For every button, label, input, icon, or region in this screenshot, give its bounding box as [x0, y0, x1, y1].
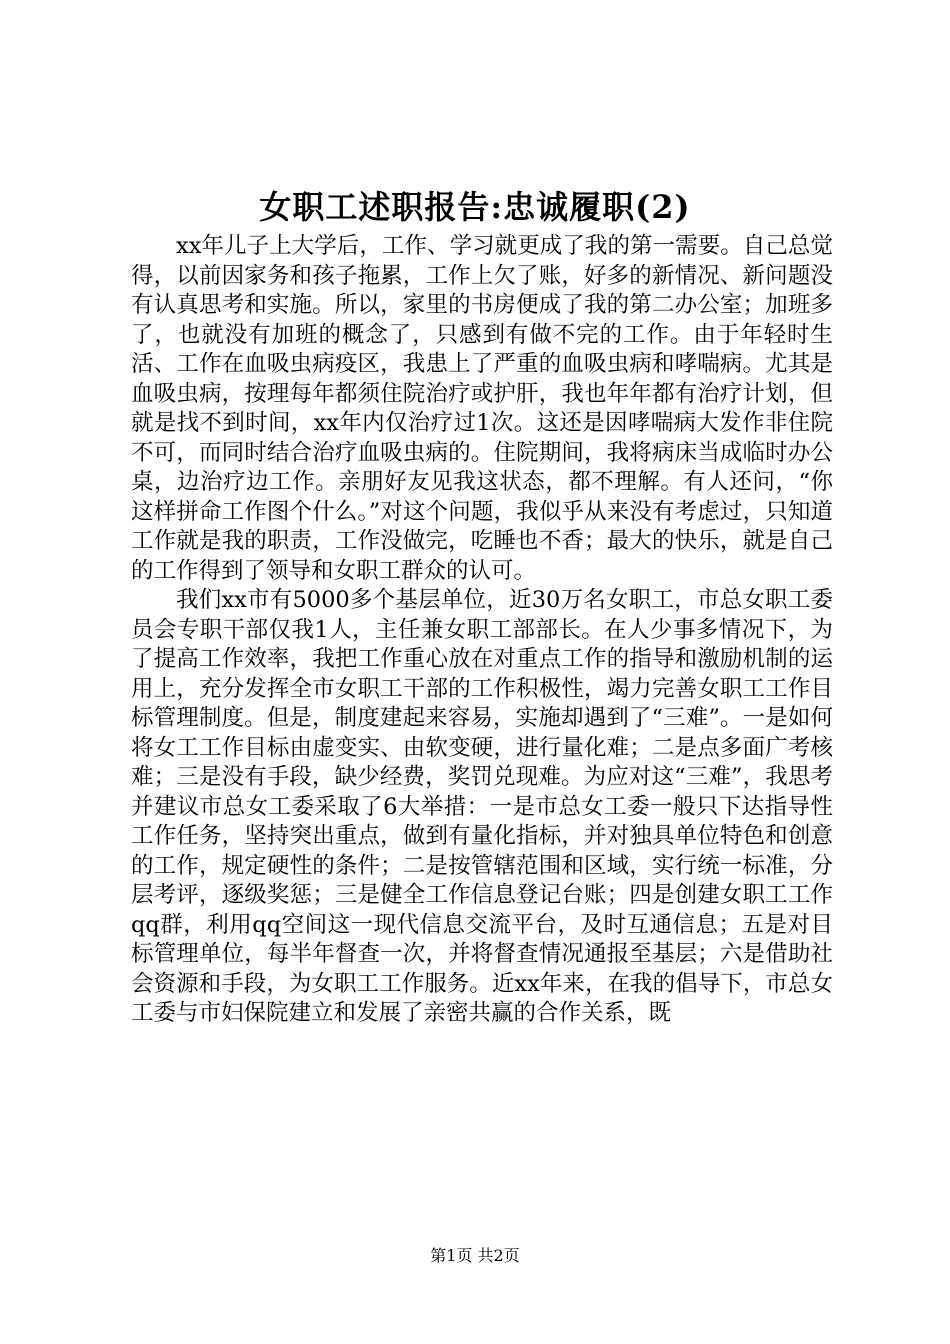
document-body — [131, 232, 833, 1029]
page-number-footer: 第1页 共2页 — [430, 1246, 520, 1265]
paragraph-1: xx年儿子上大学后，工作、学习就更成了我的第一需要。自己总觉得，以前因家务和孩子拖累，工作上欠了账，好多的新情况、新问题没有认真思考和实施。所以，家里的书房便成了我的第二办公室；加班多了，也就没有加班的概念了，只感到有做不完的工作。由于年轻时生活、工作在血吸虫病疫区，我患上了严重的血吸虫病和哮喘病。尤其是血吸虫病，按理每年都须住院治疗或护肝，我也年年都有治疗计划，但就是找不到时间，xx年内仅治疗过1次。这还是因哮喘病大发作非住院不可，而同时结合治疗血吸虫病的。住院期间，我将病床当成临时办公桌，边治疗边工作。亲朋好友见我这状态，都不理解。有人还问，“你这样拼命工作图个什么。”对这个问题，我似乎从来没有考虑过，只知道工作就是我的职责，工作没做完，吃睡也不香；最大的快乐，就是自己的工作得到了领导和女职工群众的认可。 — [131, 233, 833, 584]
paragraph-2: 我们xx市有5000多个基层单位，近30万名女职工，市总女职工委员会专职干部仅我1人，主任兼女职工部部长。在人少事多情况下，为了提高工作效率，我把工作重心放在对重点工作的指导和激励机制的运用上，充分发挥全市女职工干部的工作积极性，竭力完善女职工工作目标管理制度。但是，制度建起来容易，实施却遇到了“三难”。一是如何将女工工作目标由虚变实、由软变硬，进行量化难；二是点多面广考核难；三是没有手段，缺少经费，奖罚兑现难。为应对这“三难”，我思考并建议市总女工委采取了6大举措：一是市总女工委一般只下达指导性工作任务，坚持突出重点，做到有量化指标，并对独具单位特色和创意的工作，规定硬性的条件；二是按管辖范围和区域，实行统一标准，分层考评，逐级奖惩；三是健全工作信息登记台账；四是创建女职工工作qq群，利用qq空间这一现代信息交流平台，及时互通信息；五是对目标管理单位，每半年督查一次，并将督查情况通报至基层；六是借助社会资源和手段，为女职工工作服务。近xx年来，在我的倡导下，市总女工委与市妇保院建立和发展了亲密共赢的合作关系，既 — [131, 587, 833, 1026]
document-title: 女职工述职报告:忠诚履职(2) — [259, 188, 691, 226]
